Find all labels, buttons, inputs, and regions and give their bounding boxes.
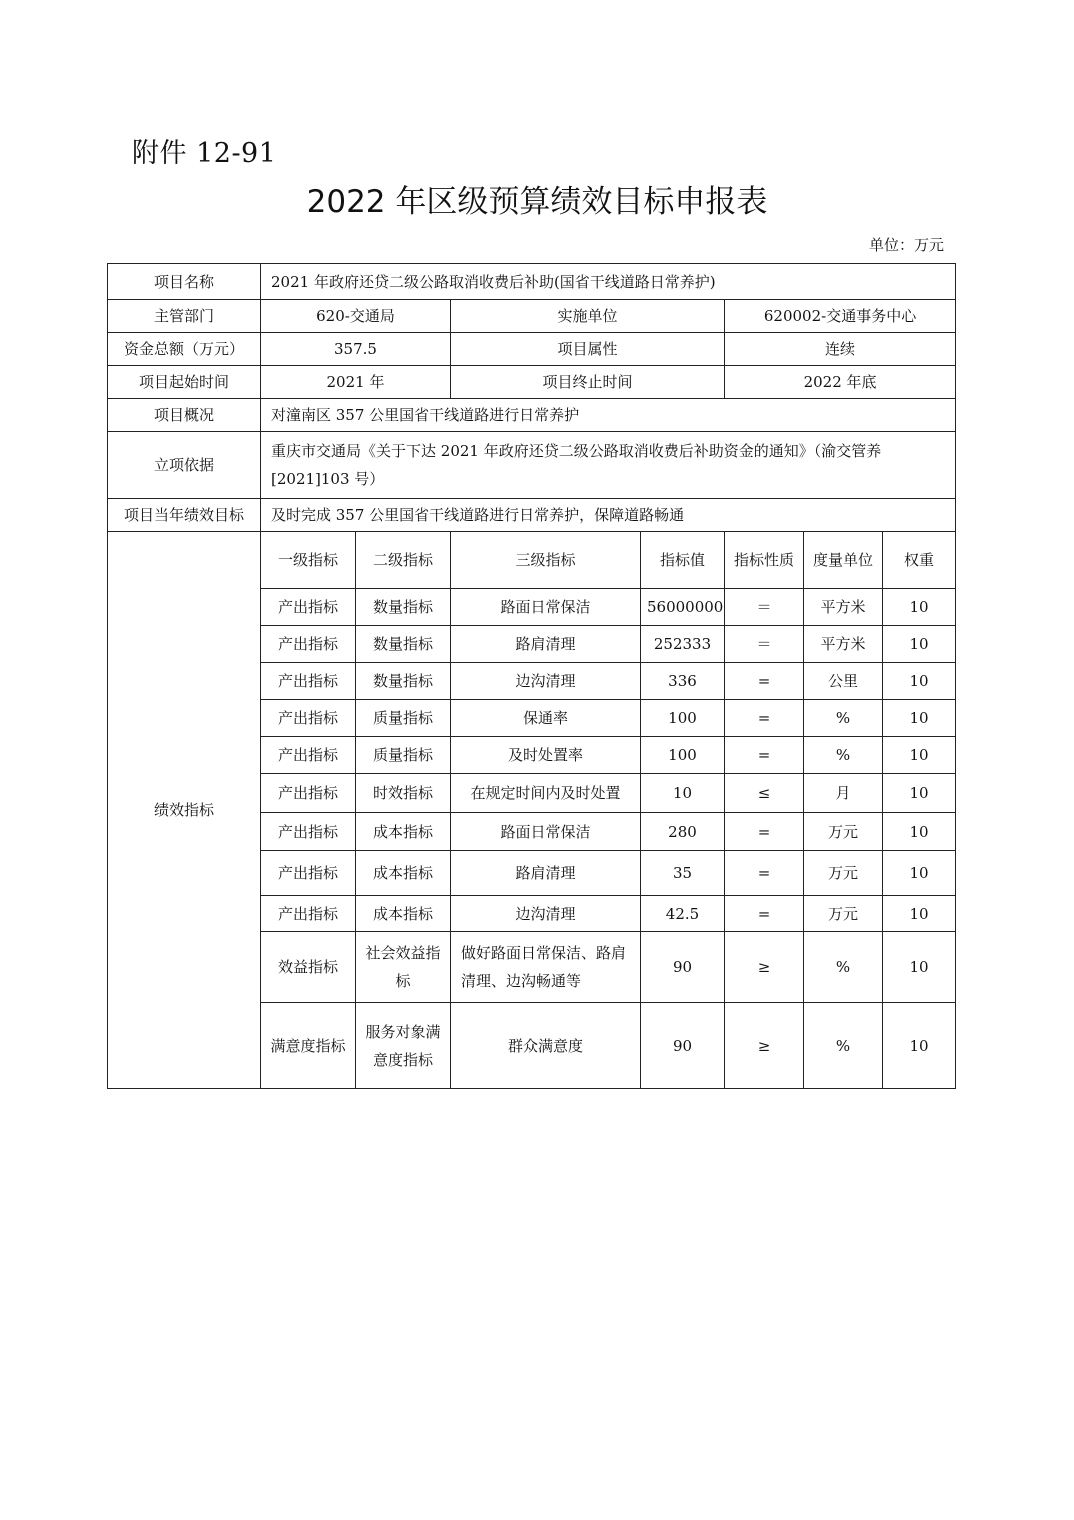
level1-cell: 产出指标 bbox=[261, 663, 356, 700]
overview-value: 对潼南区 357 公里国省干线道路进行日常养护 bbox=[261, 399, 956, 432]
value-cell: 56000000 bbox=[641, 589, 725, 626]
header-cell: 一级指标 bbox=[261, 532, 356, 589]
weight-cell: 10 bbox=[883, 737, 956, 774]
goal-label: 项目当年绩效目标 bbox=[108, 499, 261, 532]
level2-cell: 质量指标 bbox=[356, 737, 451, 774]
level1-cell: 产出指标 bbox=[261, 700, 356, 737]
level1-cell: 效益指标 bbox=[261, 932, 356, 1003]
dept-value: 620-交通局 bbox=[261, 300, 451, 333]
nature-cell: ≤ bbox=[725, 774, 804, 813]
header-cell: 指标值 bbox=[641, 532, 725, 589]
weight-cell: 10 bbox=[883, 589, 956, 626]
level2-cell: 数量指标 bbox=[356, 589, 451, 626]
level1-cell: 满意度指标 bbox=[261, 1003, 356, 1089]
basis-value: 重庆市交通局《关于下达 2021 年政府还贷二级公路取消收费后补助资金的通知》（渝交管养[2021]103 号） bbox=[261, 432, 956, 499]
value-cell: 100 bbox=[641, 737, 725, 774]
nature-cell: ≥ bbox=[725, 1003, 804, 1089]
attr-label: 项目属性 bbox=[451, 333, 725, 366]
start-label: 项目起始时间 bbox=[108, 366, 261, 399]
impl-value: 620002-交通事务中心 bbox=[725, 300, 956, 333]
level3-cell: 在规定时间内及时处置 bbox=[451, 774, 641, 813]
level3-cell: 及时处置率 bbox=[451, 737, 641, 774]
goal-value: 及时完成 357 公里国省干线道路进行日常养护，保障道路畅通 bbox=[261, 499, 956, 532]
level3-cell: 路面日常保洁 bbox=[451, 589, 641, 626]
weight-cell: 10 bbox=[883, 700, 956, 737]
level2-cell: 数量指标 bbox=[356, 626, 451, 663]
value-cell: 90 bbox=[641, 1003, 725, 1089]
basis-label: 立项依据 bbox=[108, 432, 261, 499]
weight-cell: 10 bbox=[883, 1003, 956, 1089]
header-cell: 权重 bbox=[883, 532, 956, 589]
value-cell: 10 bbox=[641, 774, 725, 813]
unit-cell: % bbox=[804, 700, 883, 737]
attachment-number: 附件 12-91 bbox=[132, 138, 277, 169]
attr-value: 连续 bbox=[725, 333, 956, 366]
project-name-label: 项目名称 bbox=[108, 264, 261, 300]
level1-cell: 产出指标 bbox=[261, 626, 356, 663]
overview-label: 项目概况 bbox=[108, 399, 261, 432]
value-cell: 280 bbox=[641, 813, 725, 851]
value-cell: 100 bbox=[641, 700, 725, 737]
nature-cell: ＝ bbox=[725, 626, 804, 663]
weight-cell: 10 bbox=[883, 851, 956, 896]
unit-cell: 平方米 bbox=[804, 589, 883, 626]
nature-cell: = bbox=[725, 737, 804, 774]
dept-label: 主管部门 bbox=[108, 300, 261, 333]
value-cell: 252333 bbox=[641, 626, 725, 663]
level1-cell: 产出指标 bbox=[261, 737, 356, 774]
unit-cell: 月 bbox=[804, 774, 883, 813]
unit-cell: % bbox=[804, 932, 883, 1003]
level2-cell: 成本指标 bbox=[356, 896, 451, 932]
level1-cell: 产出指标 bbox=[261, 589, 356, 626]
level3-cell: 边沟清理 bbox=[451, 896, 641, 932]
level3-cell: 路面日常保洁 bbox=[451, 813, 641, 851]
unit-cell: 万元 bbox=[804, 851, 883, 896]
value-cell: 35 bbox=[641, 851, 725, 896]
fund-value: 357.5 bbox=[261, 333, 451, 366]
weight-cell: 10 bbox=[883, 626, 956, 663]
end-value: 2022 年底 bbox=[725, 366, 956, 399]
unit-cell: 万元 bbox=[804, 896, 883, 932]
start-value: 2021 年 bbox=[261, 366, 451, 399]
level3-cell: 保通率 bbox=[451, 700, 641, 737]
nature-cell: ≥ bbox=[725, 932, 804, 1003]
level1-cell: 产出指标 bbox=[261, 851, 356, 896]
level3-cell: 群众满意度 bbox=[451, 1003, 641, 1089]
header-cell: 度量单位 bbox=[804, 532, 883, 589]
nature-cell: = bbox=[725, 851, 804, 896]
indicators-section-label: 绩效指标 bbox=[108, 532, 261, 1089]
level1-cell: 产出指标 bbox=[261, 896, 356, 932]
level2-cell: 成本指标 bbox=[356, 813, 451, 851]
unit-cell: % bbox=[804, 737, 883, 774]
nature-cell: = bbox=[725, 896, 804, 932]
unit-cell: % bbox=[804, 1003, 883, 1089]
level2-cell: 时效指标 bbox=[356, 774, 451, 813]
weight-cell: 10 bbox=[883, 774, 956, 813]
level3-cell: 边沟清理 bbox=[451, 663, 641, 700]
value-cell: 90 bbox=[641, 932, 725, 1003]
nature-cell: ＝ bbox=[725, 589, 804, 626]
level2-cell: 成本指标 bbox=[356, 851, 451, 896]
unit-cell: 万元 bbox=[804, 813, 883, 851]
weight-cell: 10 bbox=[883, 896, 956, 932]
level3-cell: 路肩清理 bbox=[451, 626, 641, 663]
weight-cell: 10 bbox=[883, 663, 956, 700]
end-label: 项目终止时间 bbox=[451, 366, 725, 399]
level2-cell: 数量指标 bbox=[356, 663, 451, 700]
level2-cell: 服务对象满意度指标 bbox=[356, 1003, 451, 1089]
weight-cell: 10 bbox=[883, 932, 956, 1003]
value-cell: 336 bbox=[641, 663, 725, 700]
budget-table bbox=[107, 263, 956, 1089]
level3-cell: 做好路面日常保洁、路肩清理、边沟畅通等 bbox=[451, 932, 641, 1003]
nature-cell: = bbox=[725, 813, 804, 851]
page-title: 2022 年区级预算绩效目标申报表 bbox=[306, 184, 768, 220]
level2-cell: 社会效益指标 bbox=[356, 932, 451, 1003]
header-cell: 三级指标 bbox=[451, 532, 641, 589]
unit-cell: 公里 bbox=[804, 663, 883, 700]
impl-label: 实施单位 bbox=[451, 300, 725, 333]
level1-cell: 产出指标 bbox=[261, 813, 356, 851]
header-cell: 指标性质 bbox=[725, 532, 804, 589]
weight-cell: 10 bbox=[883, 813, 956, 851]
unit-cell: 平方米 bbox=[804, 626, 883, 663]
nature-cell: = bbox=[725, 700, 804, 737]
header-cell: 二级指标 bbox=[356, 532, 451, 589]
unit-label: 单位：万元 bbox=[868, 236, 944, 254]
value-cell: 42.5 bbox=[641, 896, 725, 932]
level1-cell: 产出指标 bbox=[261, 774, 356, 813]
level2-cell: 质量指标 bbox=[356, 700, 451, 737]
level3-cell: 路肩清理 bbox=[451, 851, 641, 896]
fund-label: 资金总额（万元） bbox=[108, 333, 261, 366]
project-name-value: 2021 年政府还贷二级公路取消收费后补助(国省干线道路日常养护) bbox=[261, 264, 956, 300]
nature-cell: = bbox=[725, 663, 804, 700]
